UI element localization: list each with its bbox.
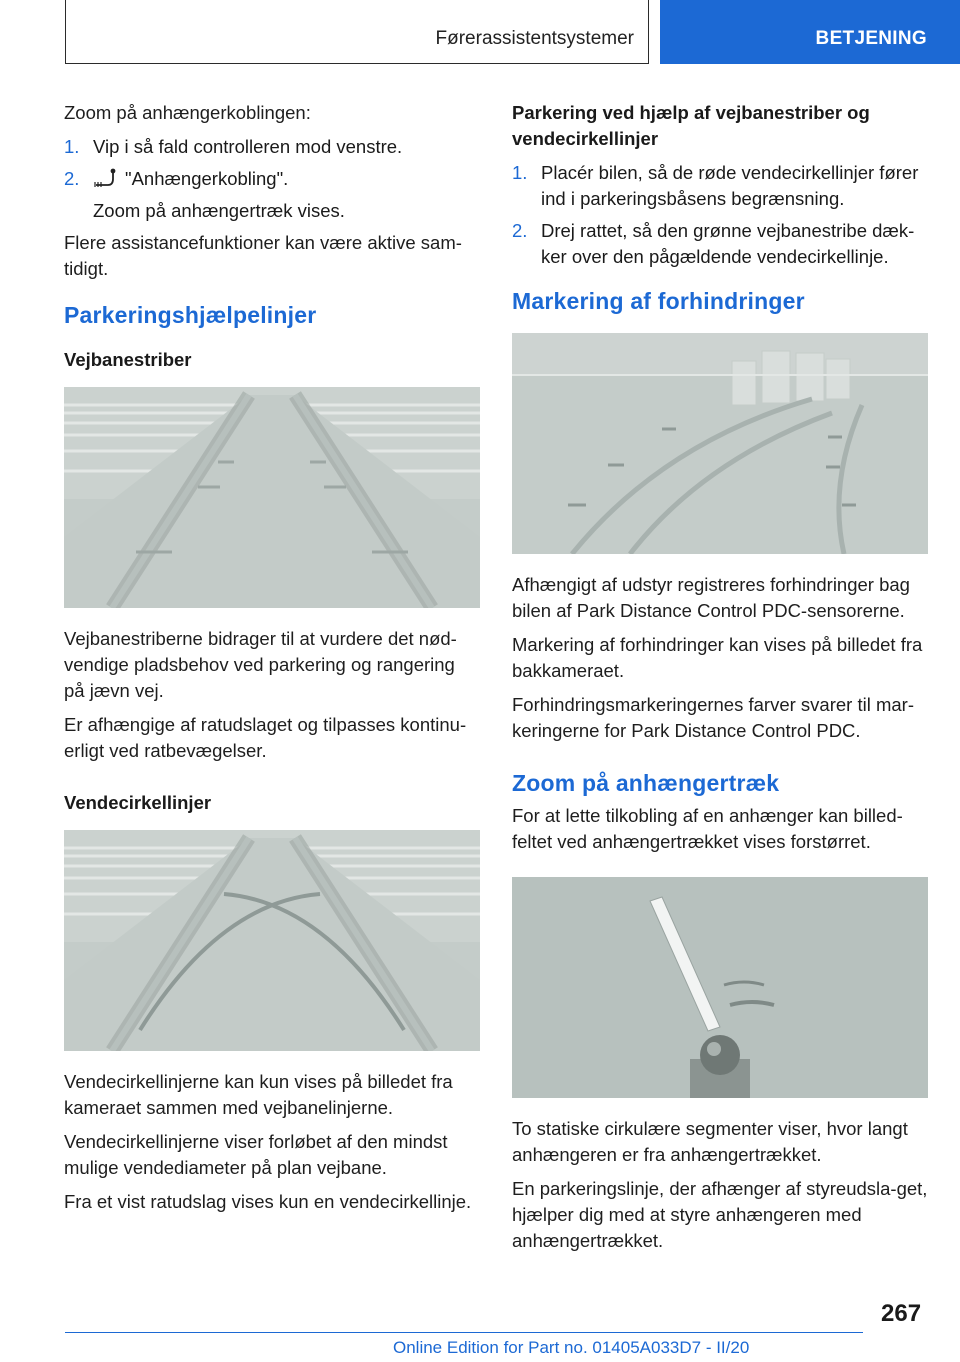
step-text: Drej rattet, så den grønne vejbanestribe dæk-ker over den pågældende vendecirkellinje.: [541, 220, 915, 267]
step-text: Vip i så fald controlleren mod venstre.: [93, 136, 403, 157]
paragraph: Forhindringsmarkeringernes farver svarer til mar-keringerne for Park Distance Control PDC.: [512, 694, 914, 741]
paragraph: To statiske cirkulære segmenter viser, hvor langt anhængeren er fra anhængertrækket.: [512, 1118, 908, 1165]
turning-circle-figure: [64, 830, 480, 1051]
step-item: [64, 134, 480, 160]
paragraph: Markering af forhindringer kan vises på billedet fra bakkameraet.: [512, 634, 923, 681]
zoom-steps: [64, 134, 480, 192]
step-item: [64, 166, 480, 192]
step-text: Placér bilen, så de røde vendecirkellinjer fører ind i parkeringsbåsens begrænsning.: [541, 162, 919, 209]
subheading-turning: Vendecirkellinjer: [64, 792, 212, 813]
trailer-zoom-figure: [512, 877, 928, 1098]
zoom-intro: Zoom på anhængerkoblingen:: [64, 102, 311, 123]
paragraph: Vendecirkellinjerne viser forløbet af den mindst mulige vendediameter på plan vejbane.: [64, 1131, 448, 1178]
step-text: "Anhængerkobling".: [125, 168, 289, 189]
left-column: [64, 100, 480, 1223]
edition-footer: Online Edition for Part no. 01405A033D7 - II/20: [393, 1338, 750, 1357]
paragraph: For at lette tilkobling af en anhænger kan billed-feltet ved anhængertrækket vises forstørret.: [512, 805, 903, 852]
step-number: 1.: [64, 136, 80, 157]
step-item: [512, 218, 928, 270]
footer-divider: [65, 1332, 863, 1333]
heading-parking-lines: Parkeringshjælpelinjer: [64, 302, 317, 328]
chapter-title: Førerassistentsystemer: [435, 28, 634, 49]
paragraph: Flere assistancefunktioner kan være aktive sam-tidigt.: [64, 232, 462, 279]
subheading-lanes: Vejbanestriber: [64, 349, 192, 370]
paragraph: Er afhængige af ratudslaget og tilpasses kontinu-erligt ved ratbevægelser.: [64, 714, 467, 761]
step-number: 2.: [64, 168, 80, 189]
trailer-hitch-icon: [93, 168, 119, 188]
lane-lines-figure: [64, 387, 480, 608]
step-result: Zoom på anhængertræk vises.: [93, 200, 345, 221]
paragraph: Vejbanestriberne bidrager til at vurdere det nød-vendige pladsbehov ved parkering og rangering på jævn vej.: [64, 628, 457, 701]
parking-steps: [512, 160, 928, 270]
right-column: [512, 100, 928, 1262]
obstacle-marking-figure: [512, 333, 928, 554]
paragraph: Afhængigt af udstyr registreres forhindringer bag bilen af Park Distance Control PDC-sensorerne.: [512, 574, 910, 621]
paragraph: En parkeringslinje, der afhænger af styreudsla-get, hjælper dig med at styre anhængeren med anhængertrækket.: [512, 1178, 928, 1251]
step-number: 2.: [512, 220, 528, 241]
heading-obstacles: Markering af forhindringer: [512, 288, 805, 314]
header-section-tab: [660, 0, 960, 64]
paragraph: Vendecirkellinjerne kan kun vises på billedet fra kameraet sammen med vejbanelinjerne.: [64, 1071, 453, 1118]
heading-trailer-zoom: Zoom på anhængertræk: [512, 770, 780, 796]
section-title: BETJENING: [815, 28, 927, 49]
subheading-parking: Parkering ved hjælp af vejbanestriber og vendecirkellinjer: [512, 102, 870, 149]
step-item: [512, 160, 928, 212]
paragraph: Fra et vist ratudslag vises kun en vendecirkellinje.: [64, 1191, 472, 1212]
header-chapter-box: [65, 0, 649, 64]
step-number: 1.: [512, 162, 528, 183]
page-number: 267: [881, 1300, 922, 1327]
